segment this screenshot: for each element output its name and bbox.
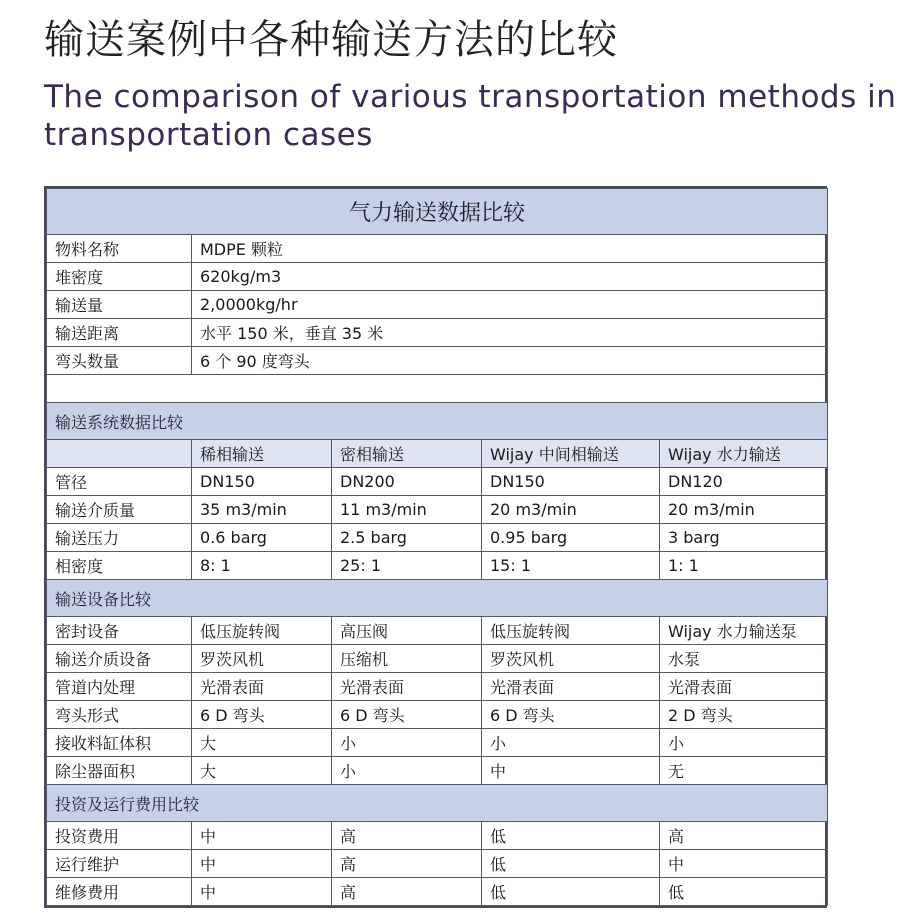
cell: 高 bbox=[332, 850, 482, 878]
cell: 中 bbox=[482, 757, 660, 785]
page-title: 输送案例中各种输送方法的比较 bbox=[44, 17, 618, 63]
cell: 低 bbox=[482, 878, 660, 906]
cell: 压缩机 bbox=[332, 645, 482, 673]
cell: 大 bbox=[192, 757, 332, 785]
cell: 大 bbox=[192, 729, 332, 757]
column-header: Wijay 中间相输送 bbox=[482, 440, 660, 468]
cell: 中 bbox=[192, 850, 332, 878]
cell: 高 bbox=[332, 822, 482, 850]
material-label: 弯头数量 bbox=[47, 347, 192, 375]
row-label: 管道内处理 bbox=[47, 673, 192, 701]
spacer-cell bbox=[47, 375, 828, 403]
cell: DN150 bbox=[482, 468, 660, 496]
cell: 2.5 barg bbox=[332, 524, 482, 552]
cell: 光滑表面 bbox=[660, 673, 828, 701]
table-row bbox=[47, 645, 828, 673]
cell: 无 bbox=[660, 757, 828, 785]
column-header-row bbox=[47, 440, 828, 468]
column-header: 稀相输送 bbox=[192, 440, 332, 468]
cell: 低压旋转阀 bbox=[482, 617, 660, 645]
cell: 20 m3/min bbox=[482, 496, 660, 524]
table-row bbox=[47, 878, 828, 906]
cell: 高压阀 bbox=[332, 617, 482, 645]
column-header: Wijay 水力输送 bbox=[660, 440, 828, 468]
cell: 0.95 barg bbox=[482, 524, 660, 552]
material-value: 水平 150 米，垂直 35 米 bbox=[192, 319, 828, 347]
section-header-row bbox=[47, 785, 828, 822]
table-row bbox=[47, 468, 828, 496]
page-subtitle: The comparison of various transportation methods in transportation cases bbox=[44, 79, 897, 153]
cell: 低 bbox=[660, 878, 828, 906]
section-title: 投资及运行费用比较 bbox=[47, 785, 828, 822]
material-label: 物料名称 bbox=[47, 235, 192, 263]
cell: 20 m3/min bbox=[660, 496, 828, 524]
cell: 3 barg bbox=[660, 524, 828, 552]
material-row bbox=[47, 263, 828, 291]
row-label: 管径 bbox=[47, 468, 192, 496]
cell: 光滑表面 bbox=[192, 673, 332, 701]
cell: 光滑表面 bbox=[332, 673, 482, 701]
cell: 中 bbox=[660, 850, 828, 878]
column-header: 密相输送 bbox=[332, 440, 482, 468]
table-row bbox=[47, 757, 828, 785]
table-row bbox=[47, 822, 828, 850]
material-label: 输送量 bbox=[47, 291, 192, 319]
row-label: 输送压力 bbox=[47, 524, 192, 552]
material-value: MDPE 颗粒 bbox=[192, 235, 828, 263]
material-value: 6 个 90 度弯头 bbox=[192, 347, 828, 375]
table-row bbox=[47, 552, 828, 580]
row-label: 弯头形式 bbox=[47, 701, 192, 729]
cell: 小 bbox=[332, 757, 482, 785]
material-row bbox=[47, 319, 828, 347]
cell: 8: 1 bbox=[192, 552, 332, 580]
cell: DN120 bbox=[660, 468, 828, 496]
row-label: 运行维护 bbox=[47, 850, 192, 878]
comparison-table bbox=[44, 186, 827, 908]
table-row bbox=[47, 496, 828, 524]
cell: 1: 1 bbox=[660, 552, 828, 580]
cell: 35 m3/min bbox=[192, 496, 332, 524]
material-row bbox=[47, 235, 828, 263]
cell: 光滑表面 bbox=[482, 673, 660, 701]
row-label: 输送介质量 bbox=[47, 496, 192, 524]
cell: 高 bbox=[660, 822, 828, 850]
cell: 15: 1 bbox=[482, 552, 660, 580]
row-label: 除尘器面积 bbox=[47, 757, 192, 785]
material-value: 620kg/m3 bbox=[192, 263, 828, 291]
row-label: 投资费用 bbox=[47, 822, 192, 850]
table-row bbox=[47, 617, 828, 645]
column-header bbox=[47, 440, 192, 468]
cell: 中 bbox=[192, 878, 332, 906]
material-label: 堆密度 bbox=[47, 263, 192, 291]
cell: 低压旋转阀 bbox=[192, 617, 332, 645]
section-title: 输送系统数据比较 bbox=[47, 403, 828, 440]
table-row bbox=[47, 701, 828, 729]
cell: 11 m3/min bbox=[332, 496, 482, 524]
table-row bbox=[47, 850, 828, 878]
cell: 罗茨风机 bbox=[482, 645, 660, 673]
cell: 小 bbox=[332, 729, 482, 757]
cell: 小 bbox=[482, 729, 660, 757]
section-header-row bbox=[47, 403, 828, 440]
cell: 0.6 barg bbox=[192, 524, 332, 552]
row-label: 输送介质设备 bbox=[47, 645, 192, 673]
section-header-row bbox=[47, 580, 828, 617]
cell: 2 D 弯头 bbox=[660, 701, 828, 729]
main-header-row bbox=[47, 189, 828, 235]
cell: 6 D 弯头 bbox=[482, 701, 660, 729]
section-title: 输送设备比较 bbox=[47, 580, 828, 617]
cell: 6 D 弯头 bbox=[192, 701, 332, 729]
table-row bbox=[47, 524, 828, 552]
cell: 低 bbox=[482, 850, 660, 878]
cell: 水泵 bbox=[660, 645, 828, 673]
cell: DN200 bbox=[332, 468, 482, 496]
cell: DN150 bbox=[192, 468, 332, 496]
cell: Wijay 水力输送泵 bbox=[660, 617, 828, 645]
cell: 中 bbox=[192, 822, 332, 850]
material-row bbox=[47, 347, 828, 375]
spacer-row bbox=[47, 375, 828, 403]
table-row bbox=[47, 673, 828, 701]
cell: 罗茨风机 bbox=[192, 645, 332, 673]
cell: 低 bbox=[482, 822, 660, 850]
main-header: 气力输送数据比较 bbox=[47, 189, 828, 235]
cell: 6 D 弯头 bbox=[332, 701, 482, 729]
material-value: 2,0000kg/hr bbox=[192, 291, 828, 319]
material-row bbox=[47, 291, 828, 319]
cell: 小 bbox=[660, 729, 828, 757]
table-row bbox=[47, 729, 828, 757]
row-label: 接收料缸体积 bbox=[47, 729, 192, 757]
row-label: 密封设备 bbox=[47, 617, 192, 645]
material-label: 输送距离 bbox=[47, 319, 192, 347]
row-label: 维修费用 bbox=[47, 878, 192, 906]
cell: 25: 1 bbox=[332, 552, 482, 580]
cell: 高 bbox=[332, 878, 482, 906]
row-label: 相密度 bbox=[47, 552, 192, 580]
comparison-grid bbox=[46, 188, 828, 906]
